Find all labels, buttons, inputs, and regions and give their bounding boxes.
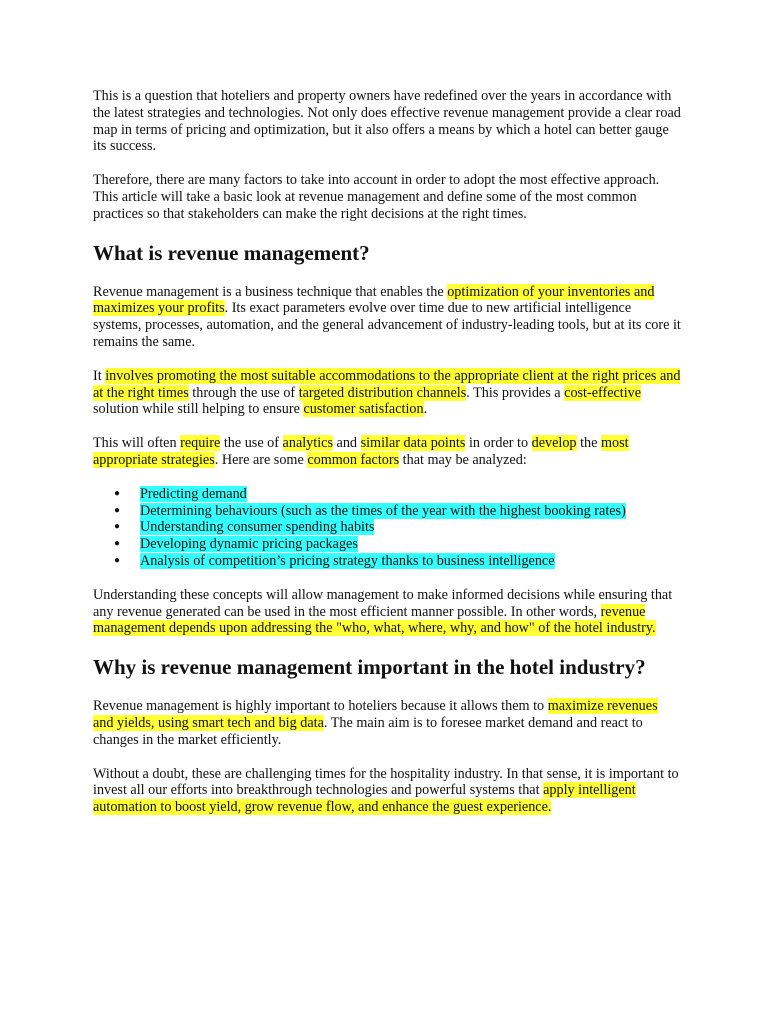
text-run: . Its exact parameters evolve over time due to new artificial intelligence systems, processes, automation, and the general advancement of industry-leading tools, but at its core it remains the same. — [93, 300, 681, 350]
highlighted-list-text: Understanding consumer spending habits — [140, 519, 375, 536]
highlighted-text: similar data points — [360, 435, 466, 452]
text-run: through the use of — [188, 384, 299, 401]
factors-list — [93, 486, 681, 570]
section1-paragraph-3 — [93, 435, 681, 469]
text-run: . The main aim is to foresee market demand and react to changes in the market efficiently. — [93, 714, 643, 748]
text-run: . This provides a — [466, 384, 565, 401]
bullet-icon: ● — [114, 538, 121, 550]
text-run: Revenue management is a business technique that enables the — [93, 283, 448, 300]
list-item — [114, 502, 681, 520]
section2-paragraph-2 — [93, 766, 681, 816]
highlighted-text: revenue management depends upon addressing the "who, what, where, why, and how" of the hotel industry. — [93, 603, 656, 637]
highlighted-text: analytics — [282, 435, 333, 452]
list-item — [114, 552, 681, 570]
highlighted-text: maximize revenues and yields, using smart tech and big data — [93, 698, 658, 731]
intro-paragraph-2: Therefore, there are many factors to take into account in order to adopt the most effective approach. This article will take a basic look at revenue management and define some of the most common practices so that stakeholders can make the right decisions at the right times. — [93, 172, 660, 222]
intro-paragraph-1: This is a question that hoteliers and property owners have redefined over the years in accordance with the latest strategies and technologies. Not only does effective revenue management provide a clear road map in terms of pricing and optimization, but it also offers a means by which a hotel can better gauge its success. — [93, 88, 681, 155]
text-run: Revenue management is highly important to hoteliers because it allows them to — [93, 698, 548, 715]
text-run: It — [93, 367, 106, 384]
highlighted-text: customer satisfaction — [303, 401, 424, 418]
highlighted-text: cost-effective — [564, 384, 642, 401]
section-heading-why-important: Why is revenue management important in the hotel industry? — [93, 655, 646, 680]
highlighted-list-text: Developing dynamic pricing packages — [140, 536, 358, 553]
highlighted-text: develop — [531, 435, 577, 452]
text-run: the use of — [220, 435, 283, 452]
highlighted-text: optimization of your inventories and maximizes your profits — [93, 283, 655, 317]
text-run: This will often — [93, 435, 181, 452]
bullet-icon: ● — [114, 504, 121, 516]
highlighted-list-text: Predicting demand — [140, 485, 247, 502]
document-page — [93, 88, 681, 833]
list-item — [114, 485, 681, 503]
highlighted-text: involves promoting the most suitable accommodations to the appropriate client at the right prices and at the right times — [93, 367, 681, 401]
highlighted-text: common factors — [307, 451, 400, 468]
highlighted-list-text: Determining behaviours (such as the times of the year with the highest booking rates) — [140, 502, 626, 519]
text-run: the — [576, 435, 601, 452]
text-run: that may be analyzed: — [399, 451, 527, 468]
highlighted-text: targeted distribution channels — [298, 384, 467, 401]
list-item — [114, 536, 681, 553]
bullet-icon: ● — [114, 521, 121, 533]
section1-paragraph-4 — [93, 587, 681, 637]
highlighted-list-text: Analysis of competition’s pricing strategy thanks to business intelligence — [140, 552, 555, 569]
text-run: Understanding these concepts will allow management to make informed decisions while ensuring that any revenue generated can be used in the most efficient manner possible. In other words, — [93, 586, 673, 620]
text-run: . Here are some — [214, 451, 308, 468]
text-run: . — [423, 401, 428, 418]
bullet-icon: ● — [114, 554, 121, 566]
highlighted-text: apply intelligent automation to boost yield, grow revenue flow, and enhance the guest experience. — [93, 782, 636, 816]
text-run: and — [332, 435, 361, 452]
text-run: Without a doubt, these are challenging times for the hospitality industry. In that sense, it is important to invest all our efforts into breakthrough technologies and powerful systems that — [93, 765, 679, 799]
section2-paragraph-1 — [93, 698, 681, 748]
section1-paragraph-2 — [93, 368, 681, 418]
list-item — [114, 519, 681, 536]
highlighted-text: most appropriate strategies — [93, 435, 629, 468]
bullet-icon: ● — [114, 487, 121, 499]
highlighted-text: require — [180, 435, 221, 452]
section1-paragraph-1 — [93, 284, 681, 351]
section-heading-what-is-revenue-management: What is revenue management? — [93, 240, 370, 265]
text-run: solution while still helping to ensure — [93, 401, 304, 418]
text-run: in order to — [465, 435, 532, 452]
